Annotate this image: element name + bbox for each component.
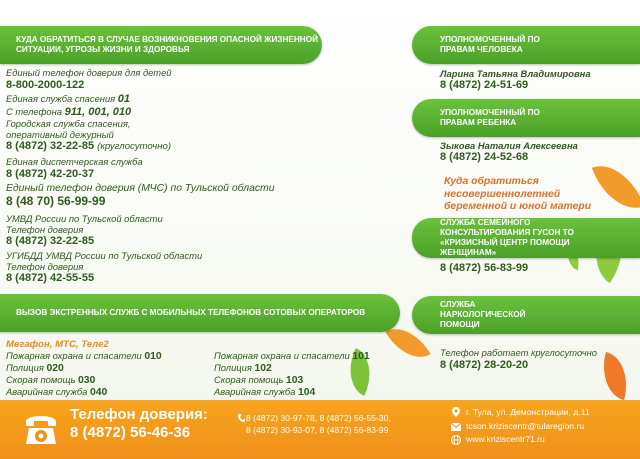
- entry-number: 911, 001, 010: [64, 105, 132, 118]
- footer-phones-line-1: 8 (4872) 30-97-78, 8 (4872) 56-55-30,: [246, 413, 391, 423]
- entry-label-2: Телефон доверия: [6, 260, 84, 272]
- entry-label: Городская служба спасения,: [6, 118, 131, 129]
- entry-umvd: [6, 214, 163, 248]
- entry-label: УГИБДД УМВД России по Тульской области: [6, 250, 203, 261]
- mobile-row: Пожарная охрана и спасатели 010: [6, 350, 162, 362]
- entry-ugibdd: [6, 251, 202, 285]
- emergency-banner-text: КУДА ОБРАТИТЬСЯ В СЛУЧАЕ ВОЗНИКНОВЕНИЯ ОПАСНОЙ ЖИЗНЕННОЙ СИТУАЦИИ, УГРОЗЫ ЖИЗНИ И ЗДОРОВЬЯ: [16, 35, 318, 54]
- mobile-row: Пожарная охрана и спасатели 101: [214, 350, 370, 362]
- narcology-note: Телефон работает круглосуточно: [440, 347, 598, 358]
- person-name: Зыкова Наталия Алексеевна: [440, 140, 578, 151]
- globe-icon: [451, 435, 461, 445]
- family-service-banner-text: СЛУЖБА СЕМЕЙНОГО КОНСУЛЬТИРОВАНИЯ ГУСОН ТО «КРИЗИСНЫЙ ЦЕНТР ПОМОЩИ ЖЕНЩИНАМ»: [440, 218, 574, 257]
- entry-note: (круглосуточно): [97, 141, 172, 152]
- leaf-decoration-6: [595, 352, 635, 400]
- footer-phones: [246, 412, 391, 436]
- entry-label: Единый телефон доверия (МЧС) по Тульской области: [6, 183, 275, 194]
- entry-number: 8 (4872) 32-22-85 (круглосуточно): [6, 140, 172, 152]
- mobile-row: Аварийная служба 104: [214, 386, 316, 398]
- mobile-operators: Мегафон, МТС, Теле2: [6, 339, 109, 350]
- narcology-phone: 8 (4872) 28-20-20: [440, 358, 529, 371]
- phone-icon: [22, 408, 60, 448]
- entry-label: УМВД России по Тульской области: [6, 213, 163, 224]
- mobile-row: Полиция 102: [214, 362, 272, 374]
- entry-number: 8-800-2000-122: [6, 78, 85, 91]
- narcology: [440, 348, 597, 372]
- ombudsman-human: [440, 68, 591, 92]
- leaf-decoration-1: [592, 155, 640, 218]
- person-name: Ларина Татьяна Владимировна: [440, 68, 591, 79]
- mobile-row: Аварийная служба 040: [6, 386, 108, 398]
- pregnant-heading: Куда обратиться несовершеннолетней беременной и юной матери: [444, 176, 592, 212]
- entry-label-2: оперативный дежурный: [6, 128, 114, 140]
- entry-number: 8 (4872) 32-22-85: [6, 235, 95, 247]
- entry-mchs-hotline: [6, 183, 275, 209]
- mobile-row: Скорая помощь 103: [214, 374, 304, 386]
- mobile-col-2: [214, 350, 370, 398]
- entry-label: Единая диспетчерская служба: [6, 156, 143, 167]
- footer-email-link[interactable]: tcson.kriziscentr@tularegion.ru: [466, 421, 585, 431]
- entry-label: Единая служба спасения 01: [6, 93, 131, 105]
- ombudsman-human-banner: [412, 26, 640, 64]
- hotline-number: 8 (4872) 56-46-36: [70, 424, 191, 441]
- entry-rescue-service: [6, 93, 131, 118]
- footer-phones-line-2: 8 (4872) 30-93-07, 8 (4872) 56-83-99: [246, 425, 389, 435]
- emergency-banner: [0, 26, 322, 64]
- person-phone: 8 (4872) 24-52-68: [440, 151, 529, 163]
- ombudsman-child-banner: [412, 99, 640, 137]
- footer-website-link[interactable]: www.kriziscentr71.ru: [466, 434, 545, 444]
- family-service: [440, 262, 528, 275]
- mail-icon: [451, 423, 461, 431]
- entry-number: 8 (4872) 42-20-37: [6, 167, 95, 180]
- narcology-banner: [412, 296, 640, 334]
- entry-label-number: 01: [117, 93, 131, 105]
- mobile-row: Скорая помощь 030: [6, 374, 96, 386]
- phone-small-icon: [238, 414, 245, 422]
- mobile-col-1: [6, 350, 162, 398]
- entry-number: 8 (4872) 42-55-55: [6, 272, 95, 284]
- entry-label-2: С телефона 911, 001, 010: [6, 105, 132, 118]
- mobile-banner: [0, 294, 400, 332]
- entry-dispatch: [6, 157, 143, 180]
- footer-address: г. Тула, ул. Демонстрации, д.11: [466, 407, 590, 417]
- entry-number: 8 (48 70) 56-99-99: [6, 194, 106, 208]
- footer: [0, 400, 640, 459]
- mobile-banner-text: ВЫЗОВ ЭКСТРЕННЫХ СЛУЖБ С МОБИЛЬНЫХ ТЕЛЕФОНОВ СОТОВЫХ ОПЕРАТОРОВ: [16, 308, 366, 317]
- entry-children-hotline: [6, 68, 172, 91]
- entry-label-2: Телефон доверия: [6, 223, 84, 235]
- hotline-title: Телефон доверия:: [70, 406, 208, 423]
- person-phone: 8 (4872) 24-51-69: [440, 79, 529, 91]
- mobile-row: Полиция 020: [6, 362, 64, 374]
- entry-label: Единый телефон доверия для детей: [6, 67, 172, 78]
- narcology-banner-text: СЛУЖБА НАРКОЛОГИЧЕСКОЙ ПОМОЩИ: [440, 300, 526, 329]
- entry-city-rescue: [6, 119, 171, 154]
- ombudsman-child-banner-text: УПОЛНОМОЧЕННЫЙ ПО ПРАВАМ РЕБЕНКА: [440, 108, 540, 127]
- family-service-phone: 8 (4872) 56-83-99: [440, 262, 529, 274]
- ombudsman-child: [440, 140, 578, 164]
- ombudsman-human-banner-text: УПОЛНОМОЧЕННЫЙ ПО ПРАВАМ ЧЕЛОВЕКА: [440, 35, 540, 54]
- family-service-banner: [412, 218, 640, 258]
- map-pin-icon: [452, 407, 460, 417]
